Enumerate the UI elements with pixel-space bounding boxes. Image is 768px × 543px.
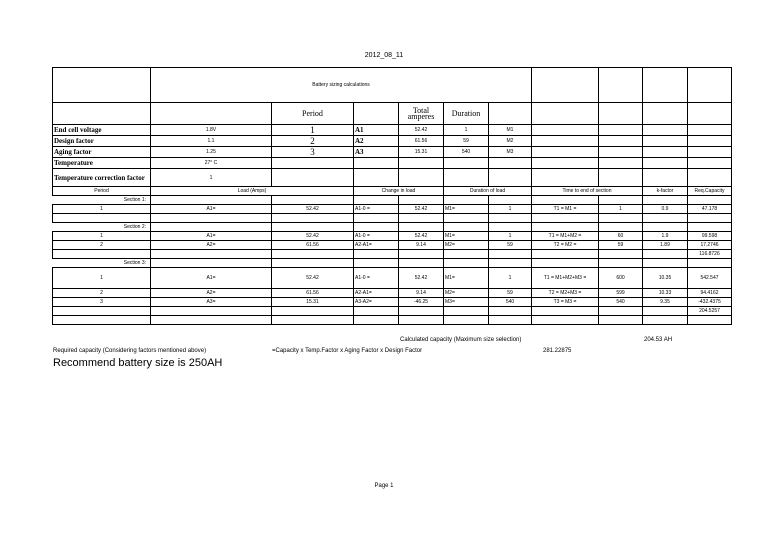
calculated-capacity-value: 204.53 AH — [644, 337, 673, 343]
section-label: Section 1: — [123, 197, 146, 203]
table-row: 3 A3= 15.31 A3-A2= -46.25 M3= 540 T3 = M3 = 540 9.35 -432.4375 — [53, 298, 732, 307]
period-header: Period — [272, 103, 354, 125]
param-row: Temperature 27° C — [53, 158, 732, 169]
duration-header: Duration — [444, 103, 489, 125]
battery-sizing-table — [52, 67, 732, 325]
section-total: 116.8726 — [688, 250, 732, 259]
section-label: Section 2: — [123, 224, 146, 230]
param-row: End cell voltage 1.8V 1 A1 52.42 1 M1 — [53, 125, 732, 136]
section-total: 204.5257 — [688, 307, 732, 316]
table-row: 2 A2= 61.56 A2-A1= 9.14 M2= 59 T2 = M2 = 59 1.89 17.2746 — [53, 241, 732, 250]
required-capacity-formula: =Capacity x Temp.Factor x Aging Factor x Design Factor — [272, 348, 423, 354]
recommendation-text: Recommend battery size is 250AH — [53, 357, 223, 369]
page-number: Page 1 — [374, 483, 394, 489]
param-row: Design factor 1.1 2 A2 61.56 59 M2 — [53, 136, 732, 147]
required-capacity-value: 281.22875 — [543, 348, 572, 354]
calculated-capacity-label: Calculated capacity (Maximum size selection) — [400, 337, 522, 343]
table-title: Battery sizing calculations — [151, 68, 532, 103]
column-header-row: Period Load (Amps) Change in load Duration of load Time to end of section k-factor Req.Capacity — [53, 187, 732, 196]
table-row: 1 A1= 52.42 A1-0 = 52.42 M1= 1 T1 = M1+M2 = 60 1.9 99.598 — [53, 232, 732, 241]
table-row: 1 A1= 52.42 A1-0 = 52.42 M1= 1 T1 = M1+M2+M3 = 600 10.35 542.547 — [53, 268, 732, 289]
total-amperes-header: Total amperes — [399, 103, 444, 125]
param-row: Aging factor 1.25 3 A3 15.31 540 M3 — [53, 147, 732, 158]
table-row: 2 A2= 61.56 A2-A1= 9.14 M2= 59 T2 = M2+M3 = 599 10.33 94.4162 — [53, 289, 732, 298]
table-row: 1 A1= 52.42 A1-0 = 52.42 M1= 1 T1 = M1 = 1 0.9 47.178 — [53, 205, 732, 214]
blank-cell — [53, 68, 151, 103]
required-capacity-label: Required capacity (Considering factors mentioned above) — [53, 348, 207, 354]
param-row: Temperature correction factor 1 — [53, 169, 732, 187]
section-label: Section 3: — [123, 260, 146, 266]
date-header: 2012_08_11 — [364, 52, 404, 59]
